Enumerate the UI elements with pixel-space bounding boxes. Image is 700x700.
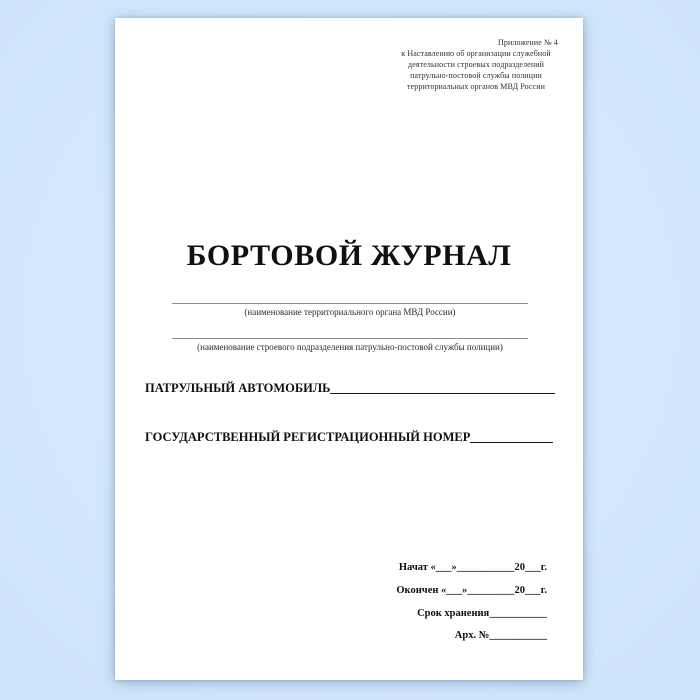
appendix-note-line: патрульно-постовой службы полиции [410,70,542,80]
registration-number-field [145,430,553,445]
storage-period-row: Срок хранения___________ [417,607,547,619]
document-title: БОРТОВОЙ ЖУРНАЛ [186,239,512,272]
patrol-vehicle-label: ПАТРУЛЬНЫЙ АВТОМОБИЛЬ [145,381,331,395]
appendix-note-line: территориальных органов МВД России [407,81,545,91]
appendix-note-line: деятельности строевых подразделений [408,59,544,69]
unit-name-caption: (наименование строевого подразделения патрульно-постовой службы полиции) [197,342,503,352]
appendix-note-line: к Наставлению об организации служебной [401,48,551,58]
registration-number-label: ГОСУДАРСТВЕННЫЙ РЕГИСТРАЦИОННЫЙ НОМЕР [145,430,471,444]
org-name-caption: (наименование территориального органа МВД России) [244,307,456,317]
registration-number-blank-line [470,442,553,443]
patrol-vehicle-blank-line [330,393,555,394]
org-name-blank-line [172,303,528,304]
finished-date-row: Окончен «___»_________20___г. [396,584,547,596]
archive-number-row: Арх. №___________ [454,630,547,642]
appendix-note-line: Приложение № 4 [498,38,558,47]
appendix-note [390,38,562,93]
journal-dates-block [396,557,547,648]
document-page [115,18,583,680]
unit-name-blank-line [172,338,528,339]
started-date-row: Начат «___»___________20___г. [398,562,547,573]
patrol-vehicle-field [145,381,555,396]
